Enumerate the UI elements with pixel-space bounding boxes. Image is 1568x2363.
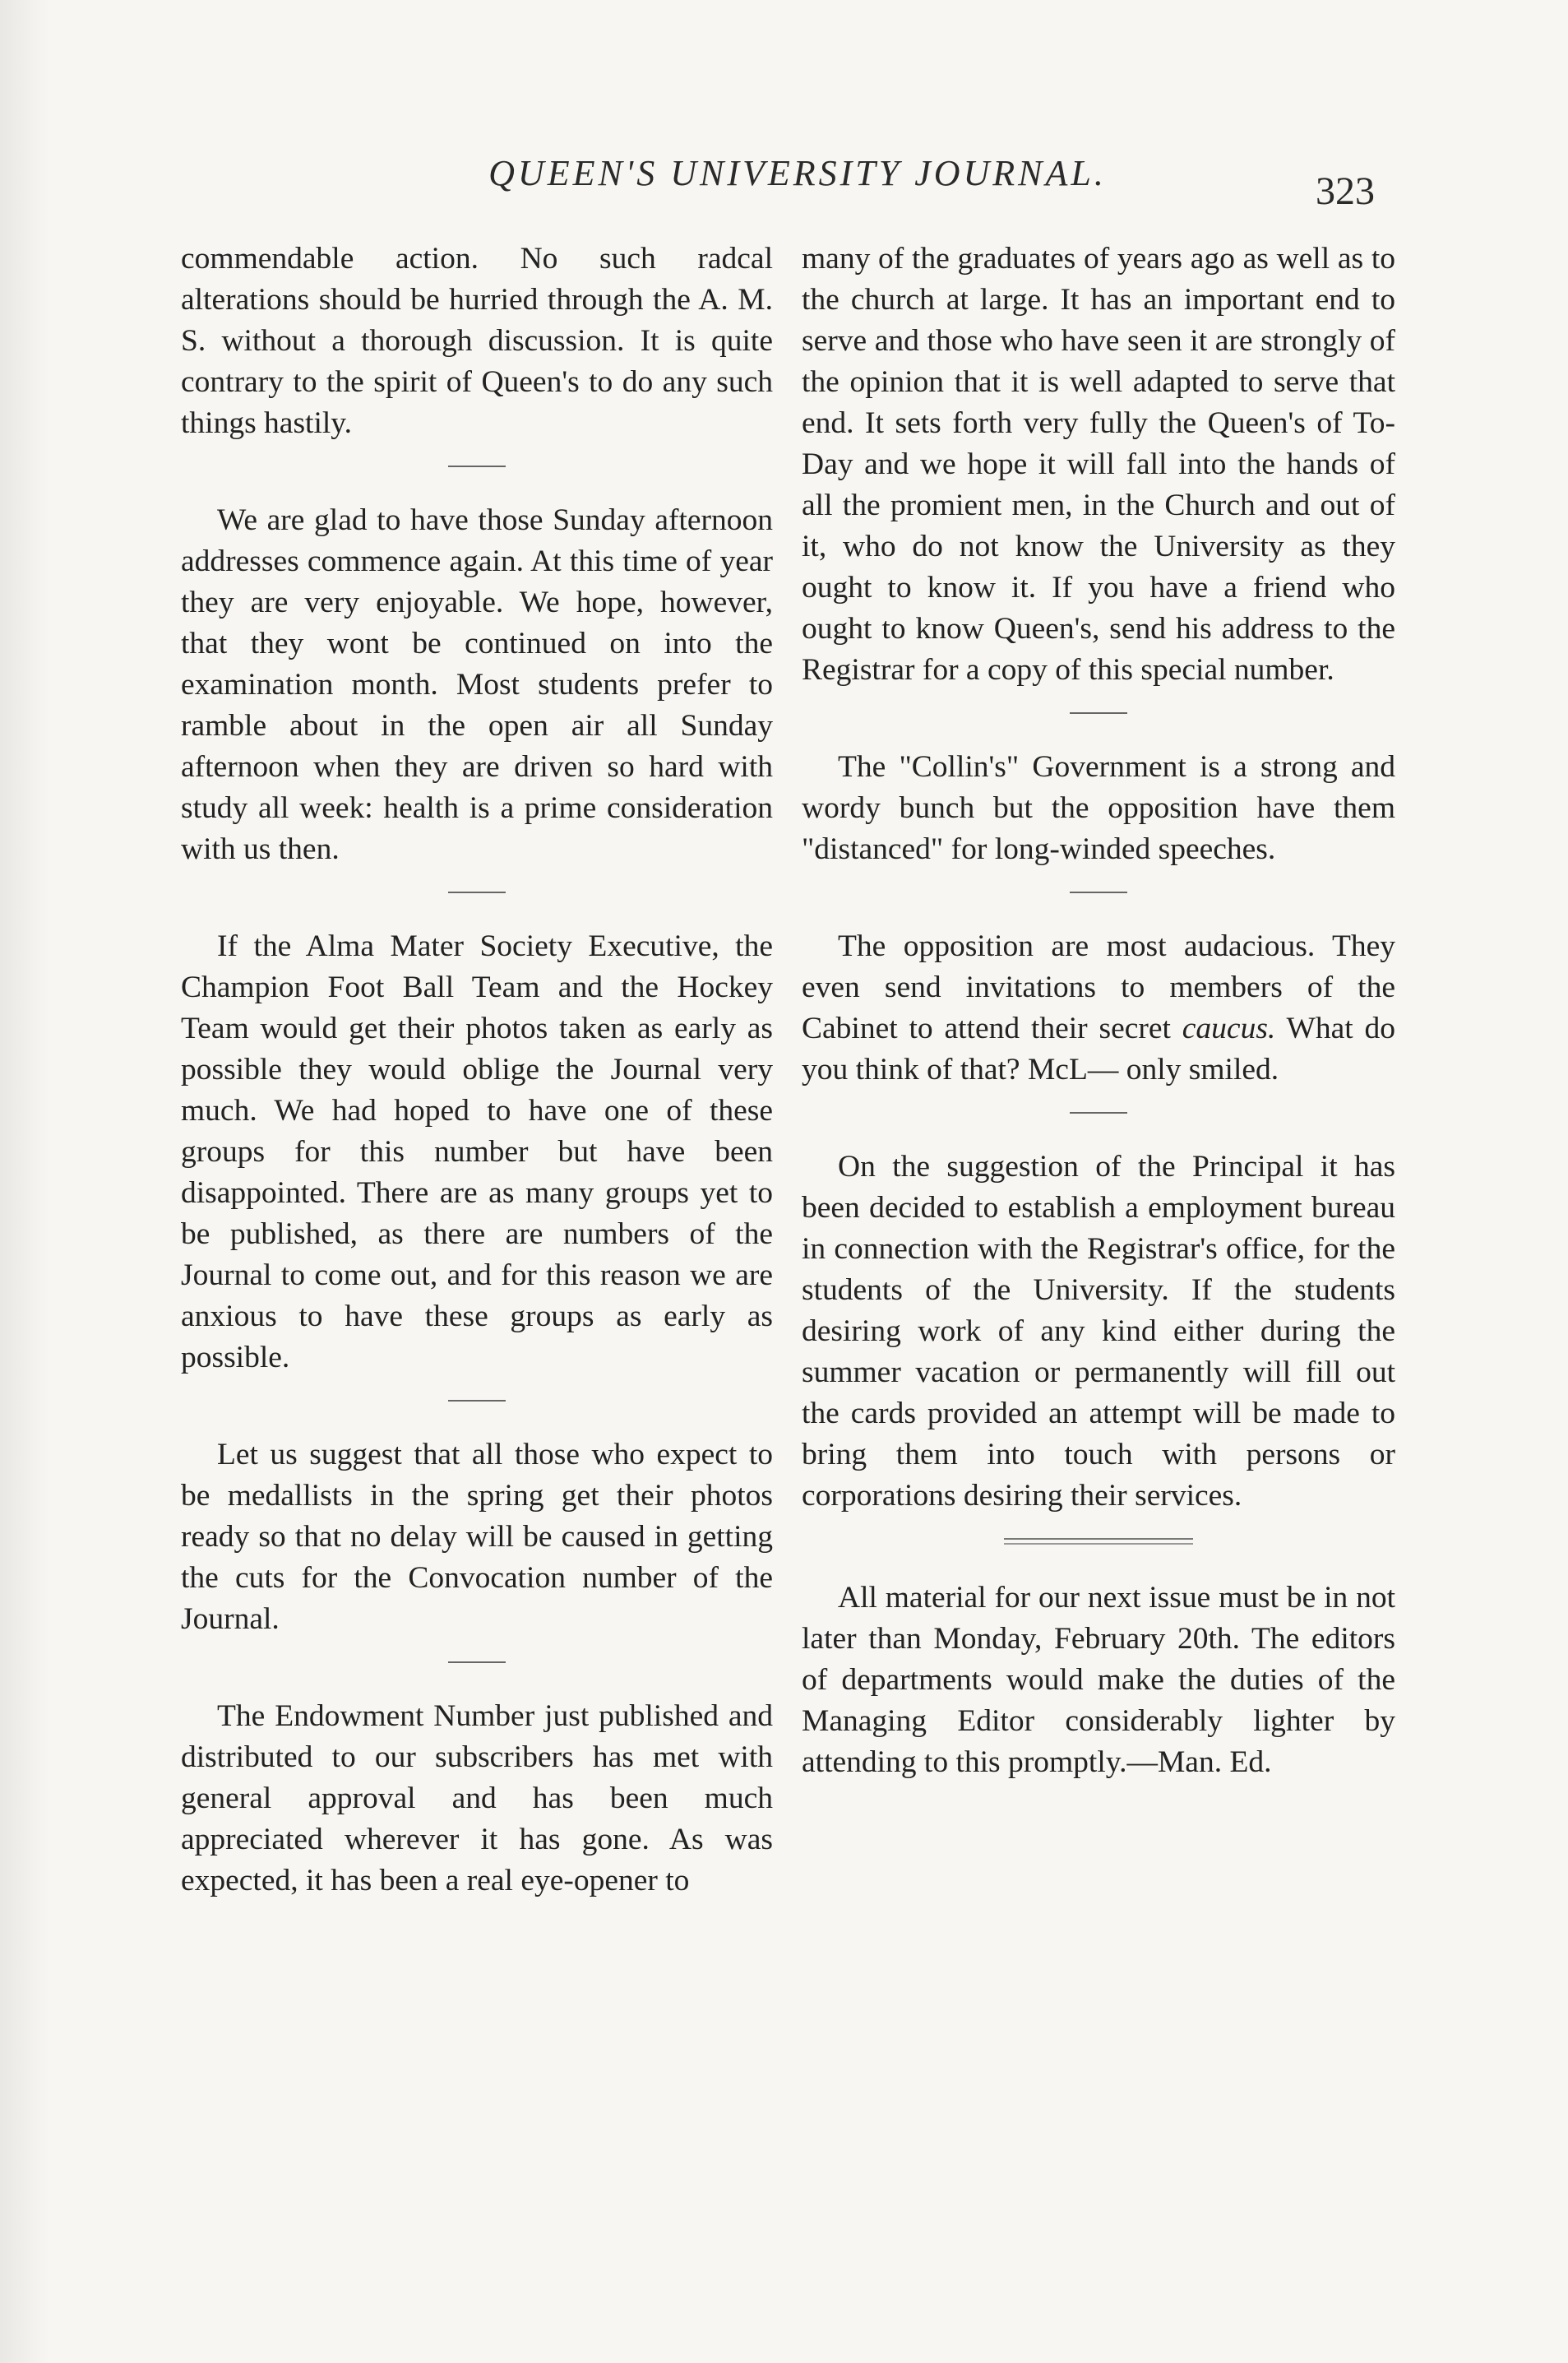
caucus-italic: caucus. — [1182, 1012, 1276, 1045]
paragraph-team-photos: If the Alma Mater Society Executive, the Champion Foot Ball Team and the Hockey Team would get their photos taken as early as possible they would oblige the Journal very much. We had hoped to have one of these groups for this number but have been disappointed. There are as many groups yet to be published, as there are numbers of the Journal to come out, and for this reason we are anxious to have these groups as early as possible. — [181, 929, 773, 1374]
running-title: QUEEN'S UNIVERSITY JOURNAL. — [488, 153, 1107, 193]
section-divider — [448, 1400, 506, 1402]
section-divider — [448, 1661, 506, 1663]
paragraph-next-issue: All material for our next issue must be in not later than Monday, February 20th. The editors of departments would make the duties of the Managing Editor considerably lighter by attending to this promptly.—Man. Ed. — [802, 1581, 1395, 1779]
paragraph-collins-government: The "Collin's" Government is a strong and wordy bunch but the opposition have them "distanced" for long-winded speeches. — [802, 750, 1395, 866]
paragraph-continued: commendable action. No such radcal alterations should be hurried through the A. M. S. without a thorough discussion. It is quite contrary to the spirit of Queen's to do any such things hastily. — [181, 242, 773, 440]
right-column — [802, 239, 1395, 1783]
paragraph-employment-bureau: On the suggestion of the Principal it has been decided to establish a employment bureau in connection with the Registrar's office, for the students of the University. If the students desiring work of any kind either during the summer vacation or permanently will fill out the cards provided an attempt will be made to bring them into touch with persons or corporations desiring their services. — [802, 1150, 1395, 1513]
scan-edge-shadow — [0, 0, 49, 2363]
paragraph-sunday-addresses: We are glad to have those Sunday afternoon addresses commence again. At this time of year they are very enjoyable. We hope, however, that they wont be continued on into the examination month. Most students prefer to ramble about in the open air all Sunday afternoon when they are driven so hard with study all week: health is a prime consideration with us then. — [181, 503, 773, 866]
double-divider — [1004, 1538, 1193, 1545]
opposition-text-end: What do you think of that? McL— only smiled. — [802, 1012, 1396, 1087]
paragraph-endowment-number: The Endowment Number just published and distributed to our subscribers has met with general approval and has been much appreciated wherever it has gone. As was expected, it has been a real eye-opener to — [181, 1699, 773, 1897]
section-divider — [448, 466, 506, 467]
section-divider — [448, 892, 506, 893]
paragraph-endowment-continued: many of the graduates of years ago as well as to the church at large. It has an important end to serve and those who have seen it are strongly of the opinion that it is well adapted to serve that end. It sets forth very fully the Queen's of To-Day and we hope it will fall into the hands of all the promient men, in the Church and out of it, who do not know the University as they ought to know it. If you have a friend who ought to know Queen's, send his address to the Registrar for a copy of this special number. — [802, 242, 1395, 687]
section-divider — [1070, 892, 1127, 893]
paragraph-opposition — [802, 926, 1395, 1091]
left-column — [181, 239, 773, 1902]
paragraph-medallists: Let us suggest that all those who expect to be medallists in the spring get their photos ready so that no delay will be caused in getting the cuts for the Convocation number of the Journal. — [181, 1438, 773, 1636]
section-divider — [1070, 1112, 1127, 1114]
page-number: 323 — [1316, 169, 1375, 213]
section-divider — [1070, 712, 1127, 714]
opposition-text-start: The opposition are most audacious. They even send invitations to members of the Cabinet to attend their secret — [802, 929, 1395, 1045]
